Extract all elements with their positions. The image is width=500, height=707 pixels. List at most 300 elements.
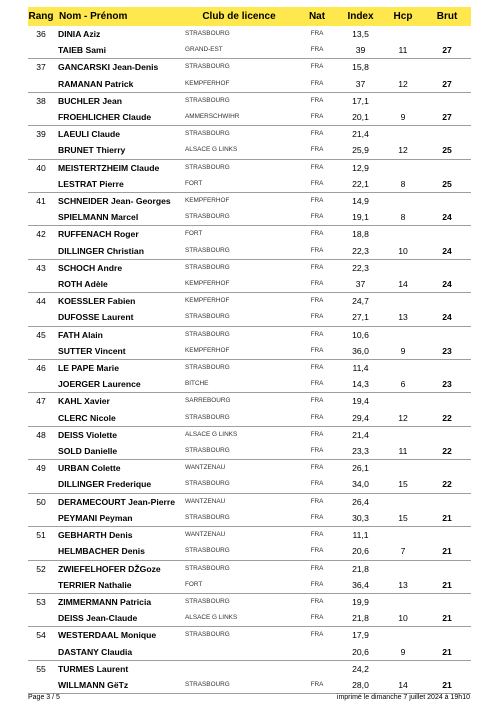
nationality: FRA	[310, 397, 324, 405]
club-name	[182, 644, 296, 661]
table-row	[28, 326, 471, 343]
nationality: FRA	[296, 510, 338, 527]
team-handicap: 9	[383, 343, 423, 360]
club-name: AMMERSCHWIHR	[182, 109, 296, 126]
player-index: 21,4	[352, 129, 369, 140]
club-name: STRASBOURG	[182, 476, 296, 493]
player-index: 24,7	[352, 296, 369, 307]
player-name: BRUNET Thierry	[54, 142, 182, 159]
club-name: STRASBOURG	[185, 631, 230, 639]
team-brut-score: 22	[423, 443, 471, 460]
table-row	[28, 243, 471, 260]
results-table	[28, 7, 471, 694]
player-index: 22,1	[338, 176, 383, 193]
nationality: FRA	[310, 163, 324, 171]
team-brut-score	[423, 59, 471, 76]
player-index: 17,1	[352, 95, 369, 106]
player-name: DILLINGER Frederique	[54, 476, 182, 493]
table-row	[28, 26, 471, 42]
team-brut-score	[423, 360, 471, 377]
player-index: 21,8	[352, 563, 369, 574]
team-handicap: 10	[383, 610, 423, 627]
table-row	[28, 360, 471, 377]
player-index: 22,3	[338, 243, 383, 260]
team-brut-score: 23	[423, 343, 471, 360]
team-brut-score	[423, 560, 471, 577]
player-index: 15,8	[352, 62, 369, 73]
team-brut-score	[423, 426, 471, 443]
team-handicap	[383, 159, 423, 176]
club-name: STRASBOURG	[185, 30, 230, 37]
team-handicap	[383, 627, 423, 644]
rank-cell: 42	[36, 229, 46, 240]
table-row	[28, 343, 471, 360]
team-handicap: 9	[383, 644, 423, 661]
player-name: ZWIEFELHOFER DŽGoze	[58, 563, 161, 574]
table-row	[28, 426, 471, 443]
team-brut-score	[423, 660, 471, 677]
rank-cell	[28, 410, 54, 427]
rank-cell	[28, 610, 54, 627]
team-brut-score	[423, 393, 471, 410]
team-brut-score	[423, 92, 471, 109]
team-brut-score: 21	[423, 644, 471, 661]
player-name: ROTH Adèle	[54, 276, 182, 293]
team-handicap: 8	[383, 176, 423, 193]
player-name: LE PAPE Marie	[58, 363, 119, 374]
club-name	[182, 660, 296, 677]
nationality: FRA	[296, 343, 338, 360]
team-handicap	[383, 460, 423, 477]
table-row	[28, 627, 471, 644]
rank-cell: 39	[36, 129, 46, 140]
nationality: FRA	[296, 276, 338, 293]
player-index: 19,9	[352, 596, 369, 607]
nationality: FRA	[296, 376, 338, 393]
col-header-hcp: Hcp	[383, 7, 423, 26]
team-brut-score	[423, 159, 471, 176]
team-brut-score: 23	[423, 376, 471, 393]
table-row	[28, 293, 471, 310]
player-name: KOESSLER Fabien	[58, 296, 136, 307]
table-row	[28, 226, 471, 243]
rank-cell: 44	[36, 296, 46, 307]
rank-cell	[28, 76, 54, 93]
rank-cell: 41	[36, 196, 46, 207]
rank-cell: 51	[36, 530, 46, 541]
club-name: BITCHE	[182, 376, 296, 393]
team-handicap: 12	[383, 76, 423, 93]
club-name: ALSACE G LINKS	[185, 430, 238, 438]
player-index: 30,3	[338, 510, 383, 527]
player-name: TERRIER Nathalie	[54, 577, 182, 594]
club-name: KEMPFERHOF	[182, 276, 296, 293]
table-row	[28, 193, 471, 210]
player-index: 26,1	[352, 463, 369, 474]
team-brut-score: 21	[423, 543, 471, 560]
club-name: STRASBOURG	[185, 130, 230, 138]
player-name: LAEULI Claude	[58, 129, 121, 140]
team-brut-score: 24	[423, 209, 471, 226]
player-index: 34,0	[338, 476, 383, 493]
team-handicap: 11	[383, 443, 423, 460]
player-name: PEYMANI Peyman	[54, 510, 182, 527]
player-name: TAIEB Sami	[54, 42, 182, 59]
table-row	[28, 443, 471, 460]
team-handicap	[383, 326, 423, 343]
nationality: FRA	[296, 577, 338, 594]
club-name: FORT	[185, 230, 203, 238]
player-name: SUTTER Vincent	[54, 343, 182, 360]
team-handicap: 8	[383, 209, 423, 226]
club-name: STRASBOURG	[182, 543, 296, 560]
table-row	[28, 644, 471, 661]
club-name: ALSACE G LINKS	[182, 142, 296, 159]
team-handicap: 14	[383, 677, 423, 694]
rank-cell	[28, 443, 54, 460]
player-index: 22,3	[352, 262, 369, 273]
table-row	[28, 410, 471, 427]
nationality: FRA	[310, 63, 324, 71]
player-name: DUFOSSE Laurent	[54, 309, 182, 326]
team-brut-score	[423, 226, 471, 243]
club-name: STRASBOURG	[182, 510, 296, 527]
rank-cell	[28, 343, 54, 360]
player-index: 37	[338, 76, 383, 93]
club-name: STRASBOURG	[182, 243, 296, 260]
team-handicap	[383, 226, 423, 243]
player-name: SOLD Danielle	[54, 443, 182, 460]
player-index: 19,4	[352, 396, 369, 407]
nationality: FRA	[296, 209, 338, 226]
col-header-club: Club de licence	[182, 7, 296, 26]
rank-cell: 54	[36, 630, 46, 641]
rank-cell	[28, 376, 54, 393]
team-handicap	[383, 660, 423, 677]
player-name: WILLMANN GëTz	[54, 677, 182, 694]
table-row	[28, 543, 471, 560]
team-handicap: 12	[383, 142, 423, 159]
club-name: STRASBOURG	[182, 677, 296, 694]
team-brut-score: 27	[423, 76, 471, 93]
player-index: 20,6	[338, 543, 383, 560]
rank-cell: 48	[36, 429, 46, 440]
club-name: STRASBOURG	[185, 96, 230, 104]
player-index: 14,3	[338, 376, 383, 393]
team-handicap	[383, 493, 423, 510]
team-brut-score	[423, 527, 471, 544]
nationality: FRA	[310, 430, 324, 438]
table-row	[28, 610, 471, 627]
nationality: FRA	[310, 263, 324, 271]
nationality: FRA	[296, 677, 338, 694]
rank-cell: 36	[36, 29, 46, 39]
player-index: 21,8	[338, 610, 383, 627]
team-handicap	[383, 527, 423, 544]
player-name: DERAMECOURT Jean-Pierre	[58, 496, 175, 507]
player-index: 29,4	[338, 410, 383, 427]
team-handicap: 10	[383, 243, 423, 260]
rank-cell	[28, 176, 54, 193]
table-row	[28, 309, 471, 326]
rank-cell: 40	[36, 162, 46, 173]
nationality: FRA	[296, 476, 338, 493]
team-brut-score: 21	[423, 677, 471, 694]
nationality: FRA	[296, 543, 338, 560]
table-row	[28, 59, 471, 76]
player-index: 17,9	[352, 630, 369, 641]
rank-cell: 52	[36, 563, 46, 574]
team-brut-score: 24	[423, 243, 471, 260]
team-brut-score: 22	[423, 476, 471, 493]
player-index: 39	[338, 42, 383, 59]
page-number: Page 3 / 5	[28, 694, 60, 701]
club-name: STRASBOURG	[185, 263, 230, 271]
nationality: FRA	[296, 443, 338, 460]
player-index: 11,4	[352, 363, 369, 374]
team-handicap: 13	[383, 577, 423, 594]
table-row	[28, 142, 471, 159]
player-index: 28,0	[338, 677, 383, 694]
player-index: 10,6	[352, 329, 369, 340]
player-name: DEISS Jean-Claude	[54, 610, 182, 627]
team-handicap	[383, 593, 423, 610]
rank-cell	[28, 577, 54, 594]
club-name: KEMPFERHOF	[185, 197, 230, 205]
rank-cell	[28, 42, 54, 59]
player-name: TURMES Laurent	[58, 663, 129, 674]
col-header-nom: Nom - Prénom	[54, 7, 182, 26]
club-name: FORT	[182, 176, 296, 193]
club-name: STRASBOURG	[185, 63, 230, 71]
team-brut-score	[423, 326, 471, 343]
club-name: GRAND-EST	[182, 42, 296, 59]
team-brut-score	[423, 493, 471, 510]
player-name: KAHL Xavier	[58, 396, 110, 407]
player-name: GANCARSKI Jean-Denis	[58, 62, 159, 73]
table-row	[28, 393, 471, 410]
team-handicap: 7	[383, 543, 423, 560]
player-name: RAMANAN Patrick	[54, 76, 182, 93]
team-handicap: 13	[383, 309, 423, 326]
team-brut-score	[423, 460, 471, 477]
player-index: 18,8	[352, 229, 369, 240]
club-name: STRASBOURG	[182, 443, 296, 460]
nationality: FRA	[310, 597, 324, 605]
player-index: 20,1	[338, 109, 383, 126]
table-row	[28, 276, 471, 293]
club-name: SARREBOURG	[185, 397, 231, 405]
player-name: BUCHLER Jean	[58, 95, 122, 106]
team-handicap: 15	[383, 476, 423, 493]
table-row	[28, 376, 471, 393]
nationality: FRA	[296, 76, 338, 93]
team-brut-score	[423, 26, 471, 42]
nationality: FRA	[310, 297, 324, 305]
rank-cell: 50	[36, 496, 46, 507]
rank-cell	[28, 510, 54, 527]
club-name: WANTZENAU	[185, 531, 226, 539]
player-name: WESTERDAAL Monique	[58, 630, 157, 641]
club-name: FORT	[182, 577, 296, 594]
club-name: ALSACE G LINKS	[182, 610, 296, 627]
rank-cell	[28, 109, 54, 126]
team-handicap	[383, 293, 423, 310]
nationality: FRA	[310, 230, 324, 238]
nationality: FRA	[296, 309, 338, 326]
club-name: STRASBOURG	[185, 364, 230, 372]
col-header-index: Index	[338, 7, 383, 26]
rank-cell: 43	[36, 262, 46, 273]
player-name: DEISS Violette	[58, 429, 118, 440]
header-row	[28, 7, 471, 26]
table-row	[28, 126, 471, 143]
rank-cell: 37	[36, 62, 46, 73]
player-name: FATH Alain	[58, 329, 103, 340]
nationality: FRA	[296, 109, 338, 126]
rank-cell: 38	[36, 95, 46, 106]
player-name: SPIELMANN Marcel	[54, 209, 182, 226]
player-index: 23,3	[338, 443, 383, 460]
nationality: FRA	[296, 176, 338, 193]
player-name: CLERC Nicole	[54, 410, 182, 427]
nationality: FRA	[310, 564, 324, 572]
club-name: STRASBOURG	[182, 309, 296, 326]
team-handicap	[383, 259, 423, 276]
team-handicap: 12	[383, 410, 423, 427]
club-name: KEMPFERHOF	[185, 297, 230, 305]
col-header-brut: Brut	[423, 7, 471, 26]
nationality	[296, 660, 338, 677]
table-row	[28, 209, 471, 226]
table-row	[28, 92, 471, 109]
player-name: LESTRAT Pierre	[54, 176, 182, 193]
club-name: WANTZENAU	[185, 497, 226, 505]
player-index: 25,9	[338, 142, 383, 159]
club-name: STRASBOURG	[185, 564, 230, 572]
club-name: KEMPFERHOF	[182, 76, 296, 93]
club-name: STRASBOURG	[182, 209, 296, 226]
rank-cell: 45	[36, 329, 46, 340]
nationality: FRA	[296, 142, 338, 159]
table-row	[28, 460, 471, 477]
club-name: STRASBOURG	[185, 163, 230, 171]
table-row	[28, 660, 471, 677]
player-name: URBAN Colette	[58, 463, 121, 474]
table-row	[28, 476, 471, 493]
table-row	[28, 259, 471, 276]
rank-cell: 49	[36, 463, 46, 474]
nationality: FRA	[310, 497, 324, 505]
player-name: JOERGER Laurence	[54, 376, 182, 393]
team-brut-score: 22	[423, 410, 471, 427]
team-brut-score	[423, 593, 471, 610]
team-handicap: 6	[383, 376, 423, 393]
rank-cell	[28, 209, 54, 226]
print-date: imprimé le dimanche 7 juillet 2024 à 19h10	[336, 694, 470, 701]
nationality: FRA	[296, 610, 338, 627]
team-brut-score: 25	[423, 142, 471, 159]
nationality: FRA	[296, 243, 338, 260]
col-header-nat: Nat	[296, 7, 338, 26]
team-brut-score: 24	[423, 309, 471, 326]
player-name: HELMBACHER Denis	[54, 543, 182, 560]
team-handicap	[383, 126, 423, 143]
team-handicap: 9	[383, 109, 423, 126]
rank-cell: 47	[36, 396, 46, 407]
player-name: ZIMMERMANN Patricia	[58, 596, 152, 607]
nationality: FRA	[310, 531, 324, 539]
team-handicap	[383, 92, 423, 109]
nationality: FRA	[296, 42, 338, 59]
table-row	[28, 493, 471, 510]
rank-cell	[28, 276, 54, 293]
player-name: SCHNEIDER Jean- Georges	[58, 196, 171, 207]
team-handicap	[383, 360, 423, 377]
nationality: FRA	[296, 410, 338, 427]
team-brut-score: 27	[423, 42, 471, 59]
team-brut-score: 25	[423, 176, 471, 193]
team-brut-score: 24	[423, 276, 471, 293]
team-handicap	[383, 193, 423, 210]
team-brut-score: 21	[423, 577, 471, 594]
team-handicap	[383, 393, 423, 410]
rank-cell: 55	[36, 663, 46, 674]
team-handicap: 11	[383, 42, 423, 59]
player-index: 11,1	[352, 530, 369, 541]
rank-cell	[28, 309, 54, 326]
rank-cell	[28, 243, 54, 260]
player-index: 37	[338, 276, 383, 293]
nationality: FRA	[310, 330, 324, 338]
club-name: WANTZENAU	[185, 464, 226, 472]
nationality: FRA	[310, 96, 324, 104]
table-row	[28, 593, 471, 610]
player-index: 36,4	[338, 577, 383, 594]
player-index: 13,5	[352, 29, 369, 39]
player-name: SCHOCH Andre	[58, 262, 123, 273]
rank-cell: 46	[36, 363, 46, 374]
rank-cell: 53	[36, 596, 46, 607]
table-row	[28, 677, 471, 694]
player-name: MEISTERTZHEIM Claude	[58, 162, 160, 173]
rank-cell	[28, 543, 54, 560]
nationality: FRA	[310, 30, 324, 37]
rank-cell	[28, 677, 54, 694]
club-name: STRASBOURG	[185, 597, 230, 605]
player-index: 26,4	[352, 496, 369, 507]
club-name: KEMPFERHOF	[182, 343, 296, 360]
table-row	[28, 510, 471, 527]
team-handicap: 14	[383, 276, 423, 293]
table-row	[28, 577, 471, 594]
table-row	[28, 159, 471, 176]
table-row	[28, 42, 471, 59]
team-brut-score: 21	[423, 610, 471, 627]
rank-cell	[28, 476, 54, 493]
results-body	[28, 26, 471, 694]
player-index: 14,9	[352, 196, 369, 207]
nationality: FRA	[310, 464, 324, 472]
player-index: 19,1	[338, 209, 383, 226]
team-brut-score	[423, 627, 471, 644]
player-index: 20,6	[338, 644, 383, 661]
team-handicap	[383, 426, 423, 443]
player-name: DILLINGER Christian	[54, 243, 182, 260]
team-handicap	[383, 560, 423, 577]
player-name: GEBHARTH Denis	[58, 530, 133, 541]
team-brut-score	[423, 259, 471, 276]
